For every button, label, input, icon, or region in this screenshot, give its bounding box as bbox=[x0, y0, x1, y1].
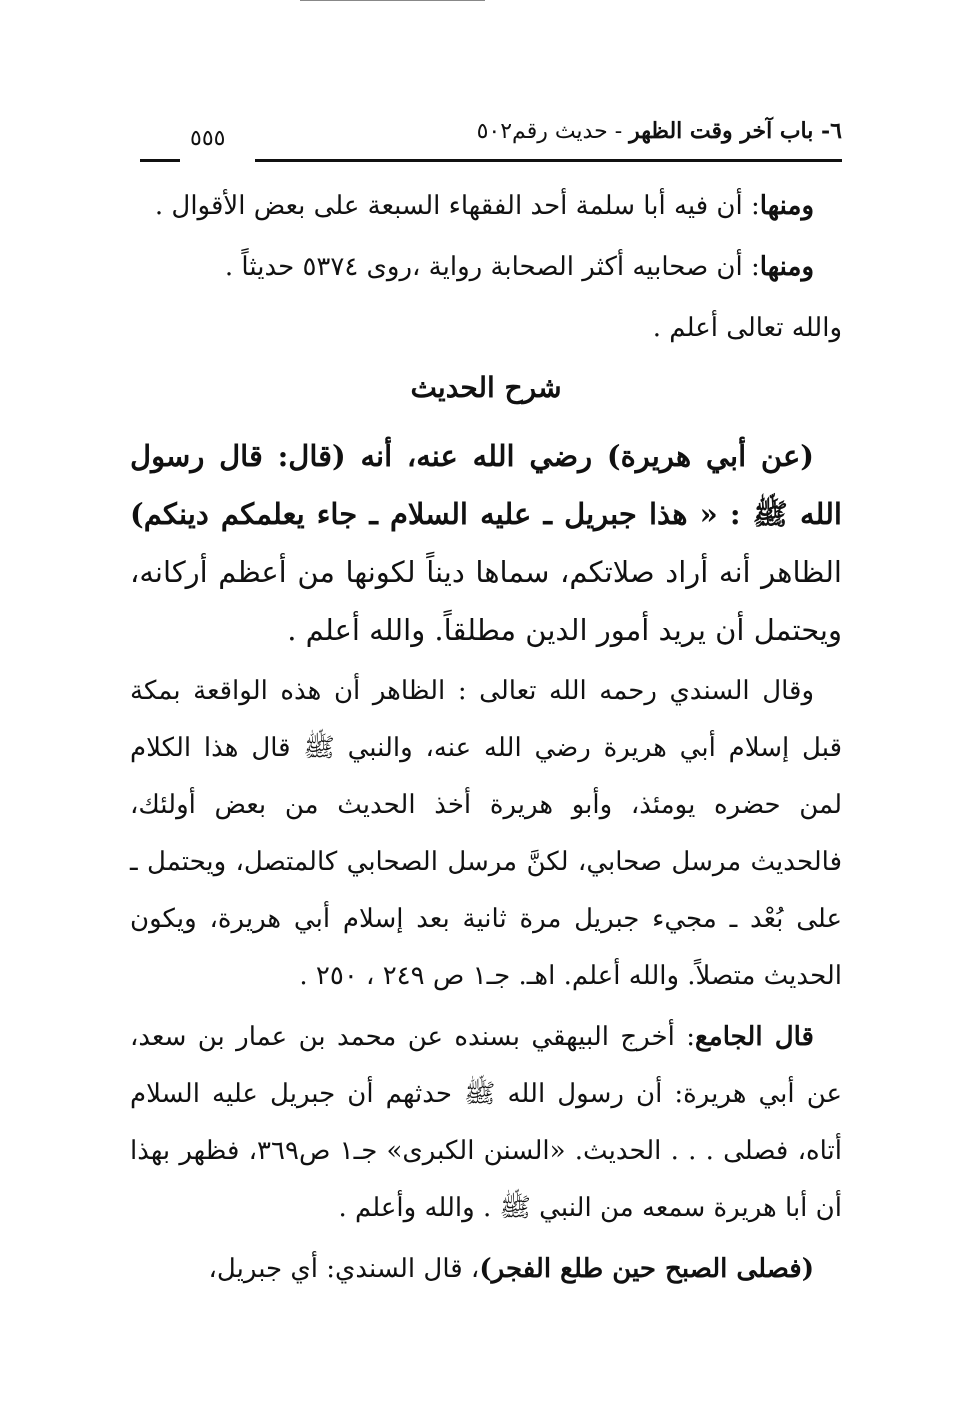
text-benefit-1: : أن فيه أبا سلمة أحد الفقهاء السبعة على بعض الأقوال . bbox=[154, 191, 760, 221]
page-body bbox=[130, 178, 842, 1302]
hadith-number: - حديث رقم٥٠٢ bbox=[476, 119, 630, 144]
header-rule bbox=[255, 159, 842, 162]
hadith-commentary: الظاهر أنه أراد صلاتكم، سماها ديناً لكونها من أعظم أركانه، ويحتمل أن يريد أمور الدين مطلقاً. والله أعلم . bbox=[130, 555, 842, 647]
top-rule bbox=[300, 0, 485, 1]
paragraph-jami bbox=[130, 1009, 842, 1237]
paragraph-closing: والله تعالى أعلم . bbox=[652, 313, 842, 343]
chapter-title: ٦- باب آخر وقت الظهر bbox=[629, 118, 842, 144]
quote-fajr: (فصلى الصبح حين طلع الفجر) bbox=[479, 1254, 814, 1284]
text-jami: : أخرج البيهقي بسنده عن محمد بن عمار بن سعد، عن أبي هريرة: أن رسول الله ﷺ حدثهم أن جبريل عليه السلام أتاه، فصلى . . . الحديث. «السنن الكبرى» جـ١ ص٣٦٩، فظهر بهذا أن أبا هريرة سمعه من النبي ﷺ . والله وأعلم . bbox=[130, 1022, 842, 1223]
paragraph-last bbox=[130, 1241, 842, 1298]
text-last: ، قال السندي: أي جبريل، bbox=[208, 1254, 480, 1284]
text-benefit-2: : أن صحابيه أكثر الصحابة رواية ،روى ٥٣٧٤ حديثاً . bbox=[224, 252, 760, 282]
paragraph-benefit-1 bbox=[130, 178, 842, 235]
header-dash bbox=[140, 159, 180, 162]
paragraph-hadith bbox=[130, 427, 842, 659]
label-minha-2: ومنها bbox=[759, 252, 814, 282]
page-header bbox=[140, 112, 842, 162]
label-jami: قال الجامع bbox=[694, 1022, 814, 1052]
paragraph-benefit-2 bbox=[130, 239, 842, 296]
running-title bbox=[477, 118, 842, 144]
hadith-text: (عن أبي هريرة) رضي الله عنه، أنه (قال: قال رسول الله ﷺ : « هذا جبريل ـ عليه السلام ـ جاء يعلمكم دينكم) bbox=[130, 439, 842, 531]
paragraph-sindi: وقال السندي رحمه الله تعالى : الظاهر أن هذه الواقعة بمكة قبل إسلام أبي هريرة رضي الله عنه، والنبي ﷺ قال هذا الكلام لمن حضره يومئذ، وأبو هريرة أخذ الحديث من بعض أولئك، فالحديث مرسل صحابي، لكنَّ مرسل الصحابي كالمتصل، ويحتمل ـ على بُعْد ـ مجيء جبريل مرة ثانية بعد إسلام أبي هريرة، ويكون الحديث متصلاً. والله أعلم. اهـ. جـ١ ص ٢٤٩ ، ٢٥٠ . bbox=[130, 676, 842, 991]
section-heading: شرح الحديث bbox=[410, 371, 562, 404]
label-minha-1: ومنها bbox=[759, 191, 814, 221]
page-number: ٥٥٥ bbox=[190, 126, 226, 151]
